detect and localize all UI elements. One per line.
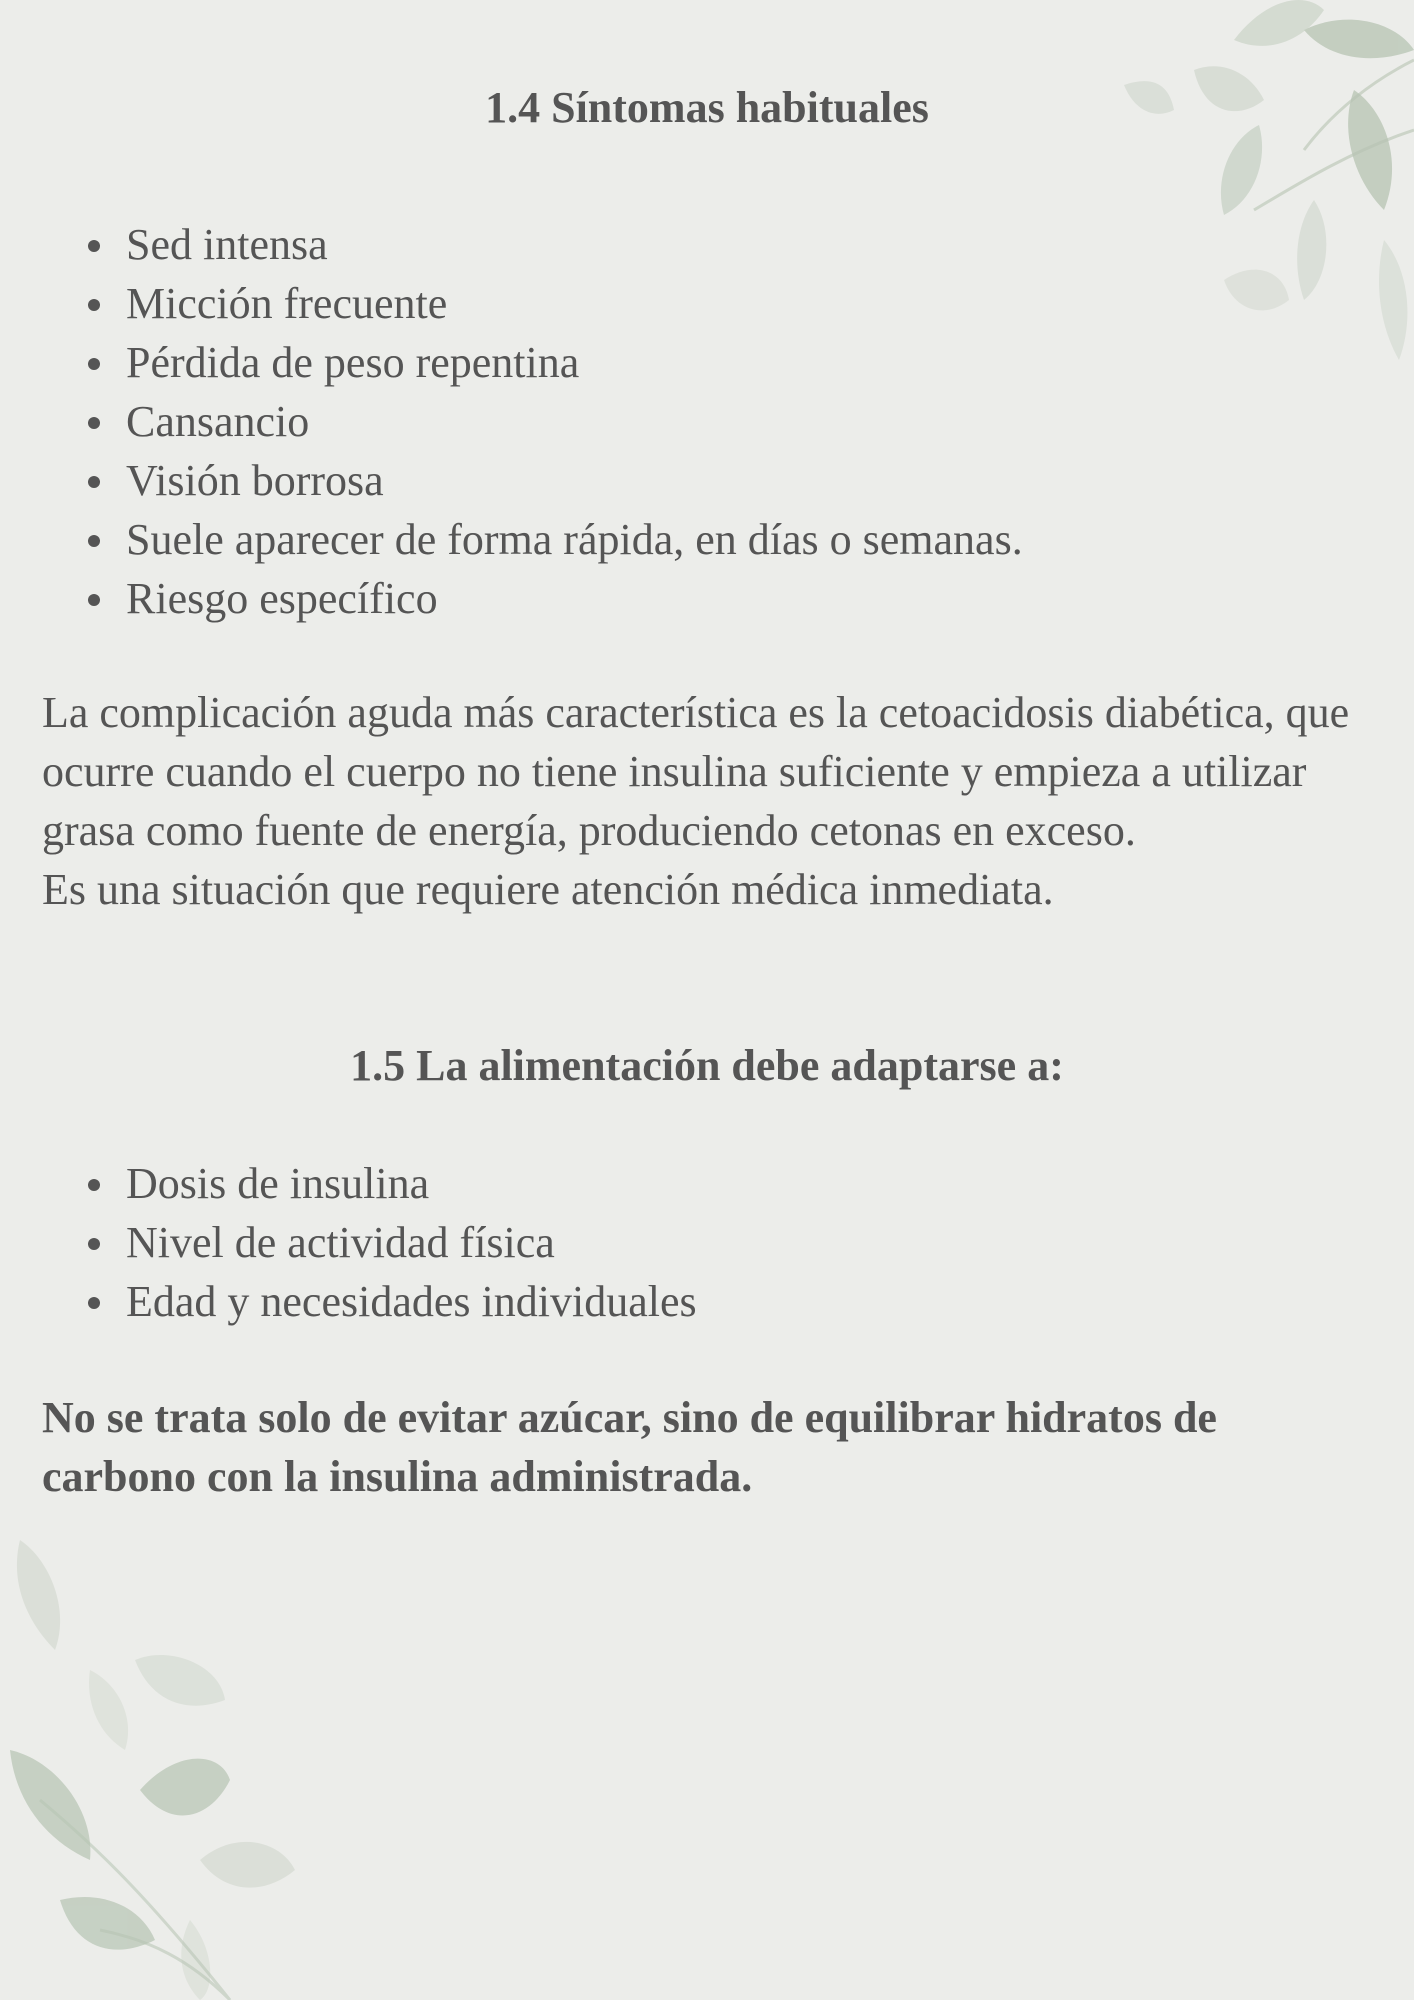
leaf-branch-decoration-top-right bbox=[1054, 0, 1414, 390]
diet-factors-list bbox=[42, 1154, 697, 1331]
list-item: Riesgo específico bbox=[42, 569, 1023, 628]
paragraph-text: Es una situación que requiere atención médica inmediata. bbox=[42, 865, 1054, 914]
list-item: Visión borrosa bbox=[42, 451, 1023, 510]
section-heading-symptoms: 1.4 Síntomas habituales bbox=[485, 83, 929, 132]
list-item: Dosis de insulina bbox=[42, 1154, 697, 1213]
list-item: Micción frecuente bbox=[42, 274, 1023, 333]
leaf-branch-decoration-bottom-left bbox=[0, 1500, 370, 2000]
list-item: Pérdida de peso repentina bbox=[42, 333, 1023, 392]
section-heading-diet: 1.5 La alimentación debe adaptarse a: bbox=[350, 1041, 1064, 1090]
list-item: Nivel de actividad física bbox=[42, 1213, 697, 1272]
ketoacidosis-paragraph bbox=[42, 683, 1372, 919]
closing-statement: No se trata solo de evitar azúcar, sino de equilibrar hidratos de carbono con la insulina administrada. bbox=[42, 1393, 1217, 1501]
list-item: Suele aparecer de forma rápida, en días o semanas. bbox=[42, 510, 1023, 569]
list-item: Edad y necesidades individuales bbox=[42, 1272, 697, 1331]
list-item: Cansancio bbox=[42, 392, 1023, 451]
paragraph-text: La complicación aguda más característica es la cetoacidosis diabética, que ocurre cuando el cuerpo no tiene insulina suficiente y empieza a utilizar grasa como fuente de energía, produciendo cetonas en exceso. bbox=[42, 688, 1350, 855]
list-item: Sed intensa bbox=[42, 215, 1023, 274]
symptoms-list bbox=[42, 215, 1023, 628]
